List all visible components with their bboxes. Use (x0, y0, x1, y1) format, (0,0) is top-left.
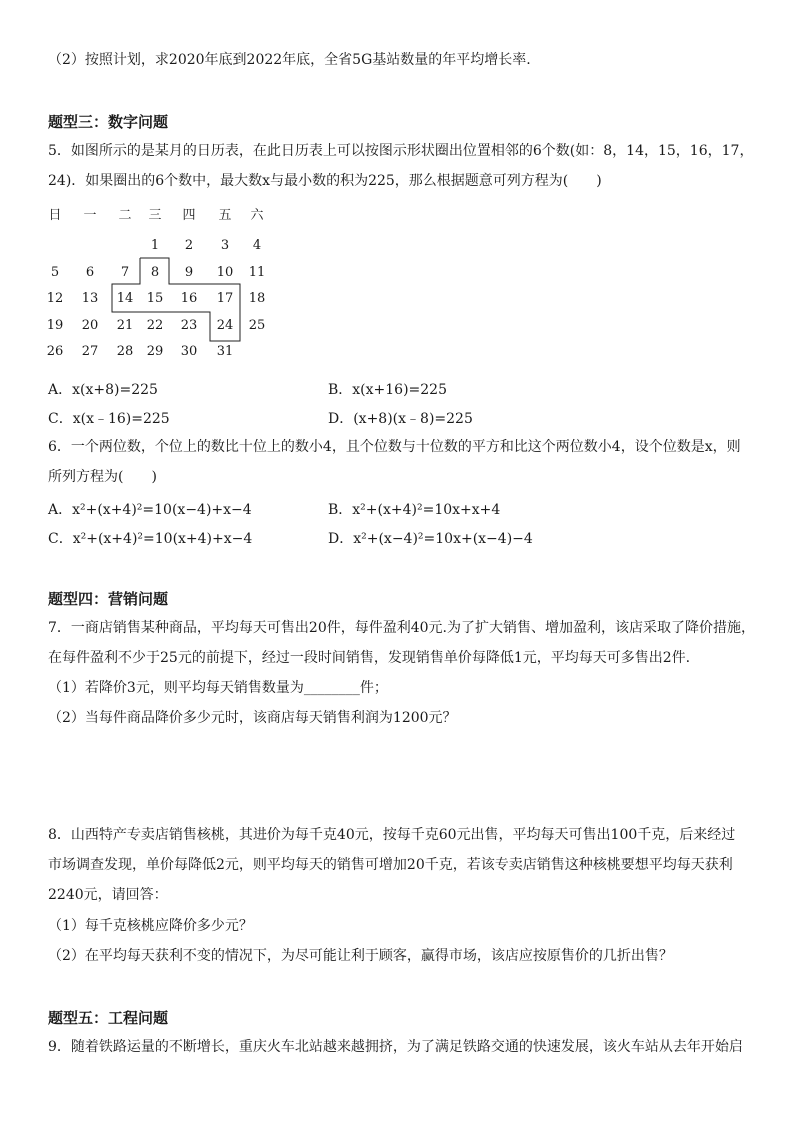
calendar-day: 5 (50, 265, 60, 280)
q8-line2: 市场调查发现，单价每降低2元，则平均每天的销售可增加20千克，若该专卖店销售这种核桃要想平均每天获利 (48, 857, 733, 873)
calendar-day: 8 (150, 265, 160, 280)
calendar-day: 13 (81, 291, 99, 306)
calendar-day: 7 (120, 265, 130, 280)
q6-line1: 6．一个两位数，个位上的数比十位上的数小4，且个位数与十位数的平方和比这个两位数小4，设个位数是x，则 (48, 439, 741, 455)
q8-part2: （2）在平均每天获利不变的情况下，为尽可能让利于顾客，赢得市场，该店应按原售价的几折出售？ (48, 948, 673, 964)
q7-line1: 7．一商店销售某种商品，平均每天可售出20件，每件盈利40元.为了扩大销售、增加盈利，该店采取了降价措施， (48, 620, 755, 636)
calendar-day: 22 (146, 318, 164, 333)
calendar-day: 2 (184, 238, 194, 253)
q5-option-a: A．x(x+8)=225 (48, 382, 158, 398)
q8-line1: 8．山西特产专卖店销售核桃，其进价为每千克40元，按每千克60元出售，平均每天可售出100千克，后来经过 (48, 827, 736, 843)
calendar-day: 9 (184, 265, 194, 280)
q8-part1: （1）每千克核桃应降价多少元？ (48, 918, 253, 934)
q6-line2: 所列方程为( ) (48, 469, 157, 485)
q5-line1: 5．如图所示的是某月的日历表，在此日历表上可以按图示形状圈出位置相邻的6个数(如：8，14，15，16，17， (48, 143, 754, 159)
section-title-engineering-problems: 题型五：工程问题 (48, 1009, 169, 1027)
calendar-day: 29 (146, 344, 164, 359)
calendar-day: 4 (252, 238, 262, 253)
calendar-weekday: 六 (250, 208, 264, 223)
calendar-day: 20 (81, 318, 99, 333)
calendar-day: 18 (248, 291, 266, 306)
calendar-day: 25 (248, 318, 266, 333)
q4-part2: （2）按照计划，求2020年底到2022年底，全省5G基站数量的年平均增长率. (48, 52, 531, 68)
calendar-day: 16 (180, 291, 198, 306)
section-title-number-problems: 题型三：数字问题 (48, 113, 169, 131)
q6-option-c: C．x²+(x+4)²=10(x+4)+x−4 (48, 531, 253, 547)
q5-option-b: B．x(x+16)=225 (328, 382, 447, 398)
calendar-selection-path (112, 258, 240, 341)
q6-option-a: A．x²+(x+4)²=10(x−4)+x−4 (48, 502, 252, 518)
calendar-weekday: 日 (48, 208, 62, 223)
calendar-selection-outline (0, 0, 800, 380)
calendar-day: 17 (216, 291, 234, 306)
calendar-day: 27 (81, 344, 99, 359)
calendar-weekday: 四 (182, 208, 196, 223)
calendar-day: 23 (180, 318, 198, 333)
q7-line2: 在每件盈利不少于25元的前提下，经过一段时间销售，发现销售单价每降低1元，平均每天可多售出2件. (48, 650, 691, 666)
q5-line2: 24)．如果圈出的6个数中，最大数x与最小数的积为225，那么根据题意可列方程为( ) (48, 173, 602, 189)
calendar-day: 1 (150, 238, 160, 253)
calendar-day: 14 (116, 291, 134, 306)
calendar-weekday: 五 (218, 208, 232, 223)
q7-part1: （1）若降价3元，则平均每天销售数量为________件； (48, 680, 388, 696)
calendar-day: 15 (146, 291, 164, 306)
calendar-day: 28 (116, 344, 134, 359)
q7-part2: （2）当每件商品降价多少元时，该商店每天销售利润为1200元？ (48, 710, 457, 726)
calendar-day: 12 (46, 291, 64, 306)
q5-option-d: D．(x+8)(x﹣8)=225 (328, 411, 473, 427)
calendar-day: 19 (46, 318, 64, 333)
calendar-day: 10 (216, 265, 234, 280)
calendar-day: 31 (216, 344, 234, 359)
calendar-day: 3 (220, 238, 230, 253)
calendar-weekday: 一 (83, 208, 97, 223)
q6-option-b: B．x²+(x+4)²=10x+x+4 (328, 502, 501, 518)
calendar-day: 6 (85, 265, 95, 280)
q5-option-c: C．x(x﹣16)=225 (48, 411, 170, 427)
q8-line3: 2240元，请回答： (48, 887, 168, 903)
section-title-marketing-problems: 题型四：营销问题 (48, 590, 169, 608)
calendar-day: 24 (216, 318, 234, 333)
q9-line1: 9．随着铁路运量的不断增长，重庆火车北站越来越拥挤，为了满足铁路交通的快速发展，该火车站从去年开始启 (48, 1039, 743, 1055)
calendar-weekday: 三 (148, 208, 162, 223)
calendar-day: 30 (180, 344, 198, 359)
calendar-weekday: 二 (118, 208, 132, 223)
q6-option-d: D．x²+(x−4)²=10x+(x−4)−4 (328, 531, 533, 547)
calendar-day: 26 (46, 344, 64, 359)
calendar-day: 21 (116, 318, 134, 333)
calendar-day: 11 (248, 265, 266, 280)
